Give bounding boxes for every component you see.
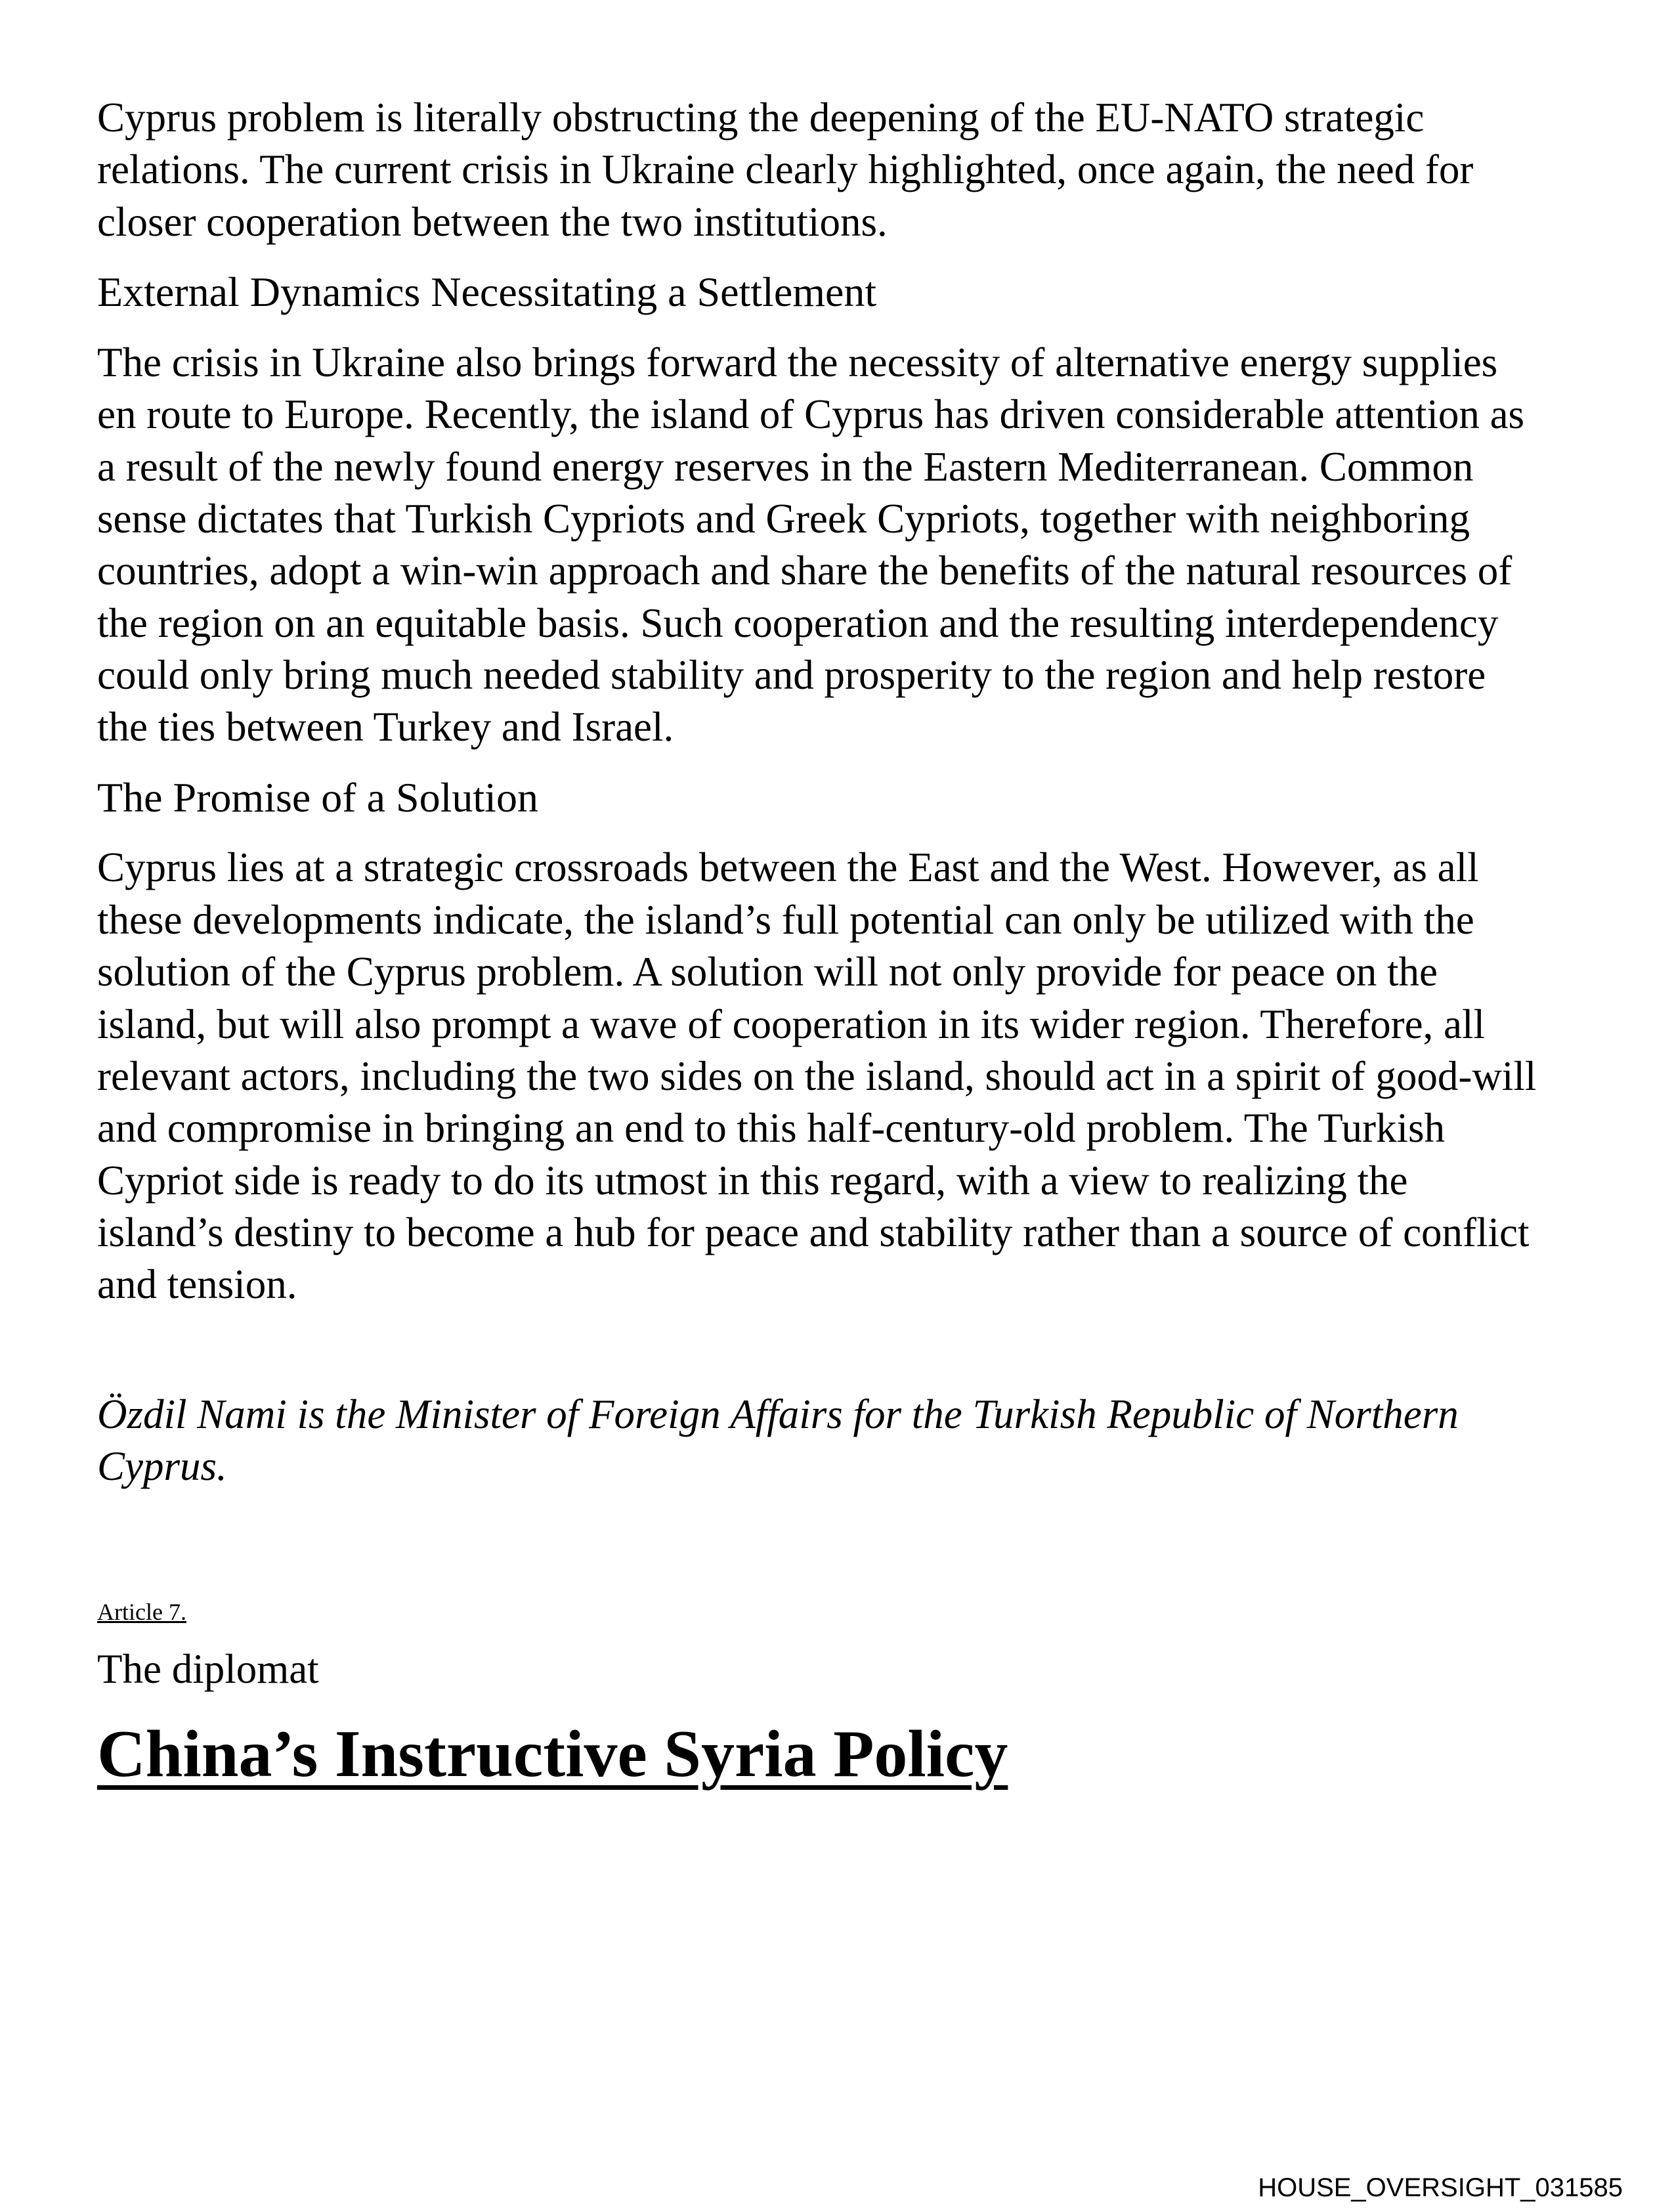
paragraph-cyprus-problem: Cyprus problem is literally obstructing the deepening of the EU-NATO strategic relations. The current crisis in Ukraine clearly highlighted, once again, the need for closer cooperation between the two institutions. <box>97 95 1474 245</box>
bates-number: HOUSE_OVERSIGHT_031585 <box>1258 2173 1623 2202</box>
document-body <box>97 92 1541 1791</box>
source-name: The diplomat <box>97 1645 319 1692</box>
heading-external-dynamics: External Dynamics Necessitating a Settlement <box>97 269 877 316</box>
article-7-link[interactable]: Article 7. <box>97 1598 186 1625</box>
heading-promise-of-solution: The Promise of a Solution <box>97 773 538 821</box>
author-byline: Özdil Nami is the Minister of Foreign Affairs for the Turkish Republic of Northern Cyprus. <box>97 1391 1459 1490</box>
paragraph-ukraine-crisis: The crisis in Ukraine also brings forward the necessity of alternative energy supplies en route to Europe. Recently, the island of Cyprus has driven considerable attention as a result of the newly found energy reserves in the Eastern Mediterranean. Common sense dictates that Turkish Cypriots and Greek Cypriots, together with neighboring countries, adopt a win-win approach and share the benefits of the natural resources of the region on an equitable basis. Such cooperation and the resulting interdependency could only bring much needed stability and prosperity to the region and help restore the ties between Turkey and Israel. <box>97 339 1525 750</box>
paragraph-cyprus-crossroads: Cyprus lies at a strategic crossroads between the East and the West. However, as all these developments indicate, the island’s full potential can only be utilized with the solution of the Cyprus problem. A solution will not only provide for peace on the island, but will also prompt a wave of cooperation in its wider region. Therefore, all relevant actors, including the two sides on the island, should act in a spirit of good-will and compromise in bringing an end to this half-century-old problem. The Turkish Cypriot side is ready to do its utmost in this regard, with a view to realizing the island’s destiny to become a hub for peace and stability rather than a source of conflict and tension. <box>97 844 1537 1308</box>
article-title: China’s Instructive Syria Policy <box>97 1717 1008 1792</box>
article-link-row <box>97 1598 1541 1626</box>
